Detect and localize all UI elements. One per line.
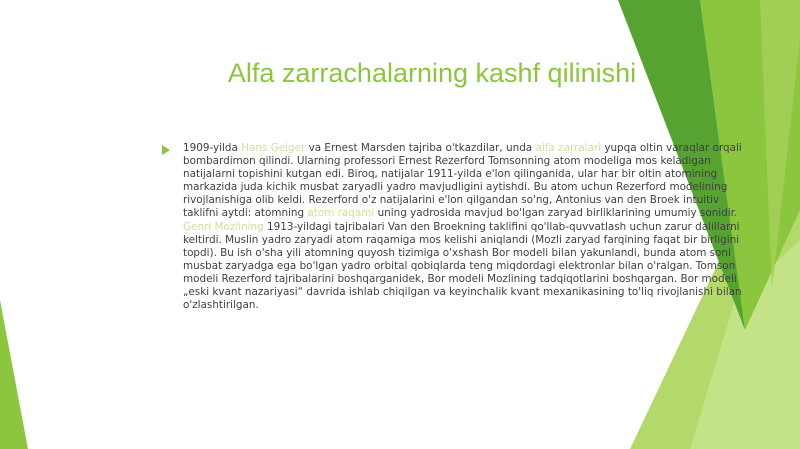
left-green-strip [0, 300, 28, 449]
link-atom-raqami[interactable]: atom raqami [307, 207, 375, 220]
paragraph-text-4: uning yadrosida mavjud bo'lgan zaryad birliklarining umumiy sonidir. [374, 207, 738, 220]
paragraph-text-5: 1913-yildagi tajribalari Van den Broekning taklifini qo'llab-quvvatlash uchun zarur dalillarni keltirdi. Muslin yadro zaryadi atom raqamiga mos kelishi aniqlandi (Mozli zaryad farqining faqat bir birligini topdi). Bu ish o'sha yili atomning quyosh tizimiga o'xshash Bor modeli bilan yakunlandi, bunda atom soni musbat zaryadga ega bo'lgan yadro orbital qobiqlarda teng miqdordagi elektronlar bilan o'ralgan. Tomson modeli Rezerford tajribalarini boshqarganidek, Bor modeli Mozlining tadqiqotlarini boshqargan. Bor modeli „eski kvant nazariyasi“ davrida ishlab chiqilgan va keyinchalik kvant mexanikasining to'liq rivojlanishi bilan o'zlashtirilgan. [183, 220, 742, 312]
link-hans-geiger[interactable]: Hans Geiger [241, 142, 306, 154]
link-alfa-zarralari[interactable]: alfa zarralari [535, 142, 602, 154]
paragraph-text-3: yupqa oltin varaqlar orqali bombardimon qilindi. Ularning professori Ernest Rezerford Tomsonning atom modeliga mos keladigan natijalarni topishini kutgan edi. Biroq, natijalar 1911-yilda e'lon qilinganida, ular har bir oltin atomining markazida juda kichik musbat zaryadli yadro mavjudligini aytishdi. Bu atom uchun Rezerford modelining rivojlanishiga olib keldi. Rezerford o'z natijalarini e'lon qilgandan so'ng, Antonius van den Broek intuitiv taklifni aytdi: atomning [183, 142, 742, 220]
paragraph-text-1: 1909-yilda [183, 142, 242, 154]
paragraph-text-2: va Ernest Marsden tajriba o'tkazdilar, unda [305, 142, 536, 154]
triangle-bullet-icon [162, 145, 170, 155]
body-paragraph [183, 142, 742, 312]
slide-title: Alfa zarrachalarning kashf qilinishi [227, 58, 637, 88]
link-genri-mozli[interactable]: Genri Mozlining [183, 220, 264, 233]
slide-content [162, 142, 742, 312]
